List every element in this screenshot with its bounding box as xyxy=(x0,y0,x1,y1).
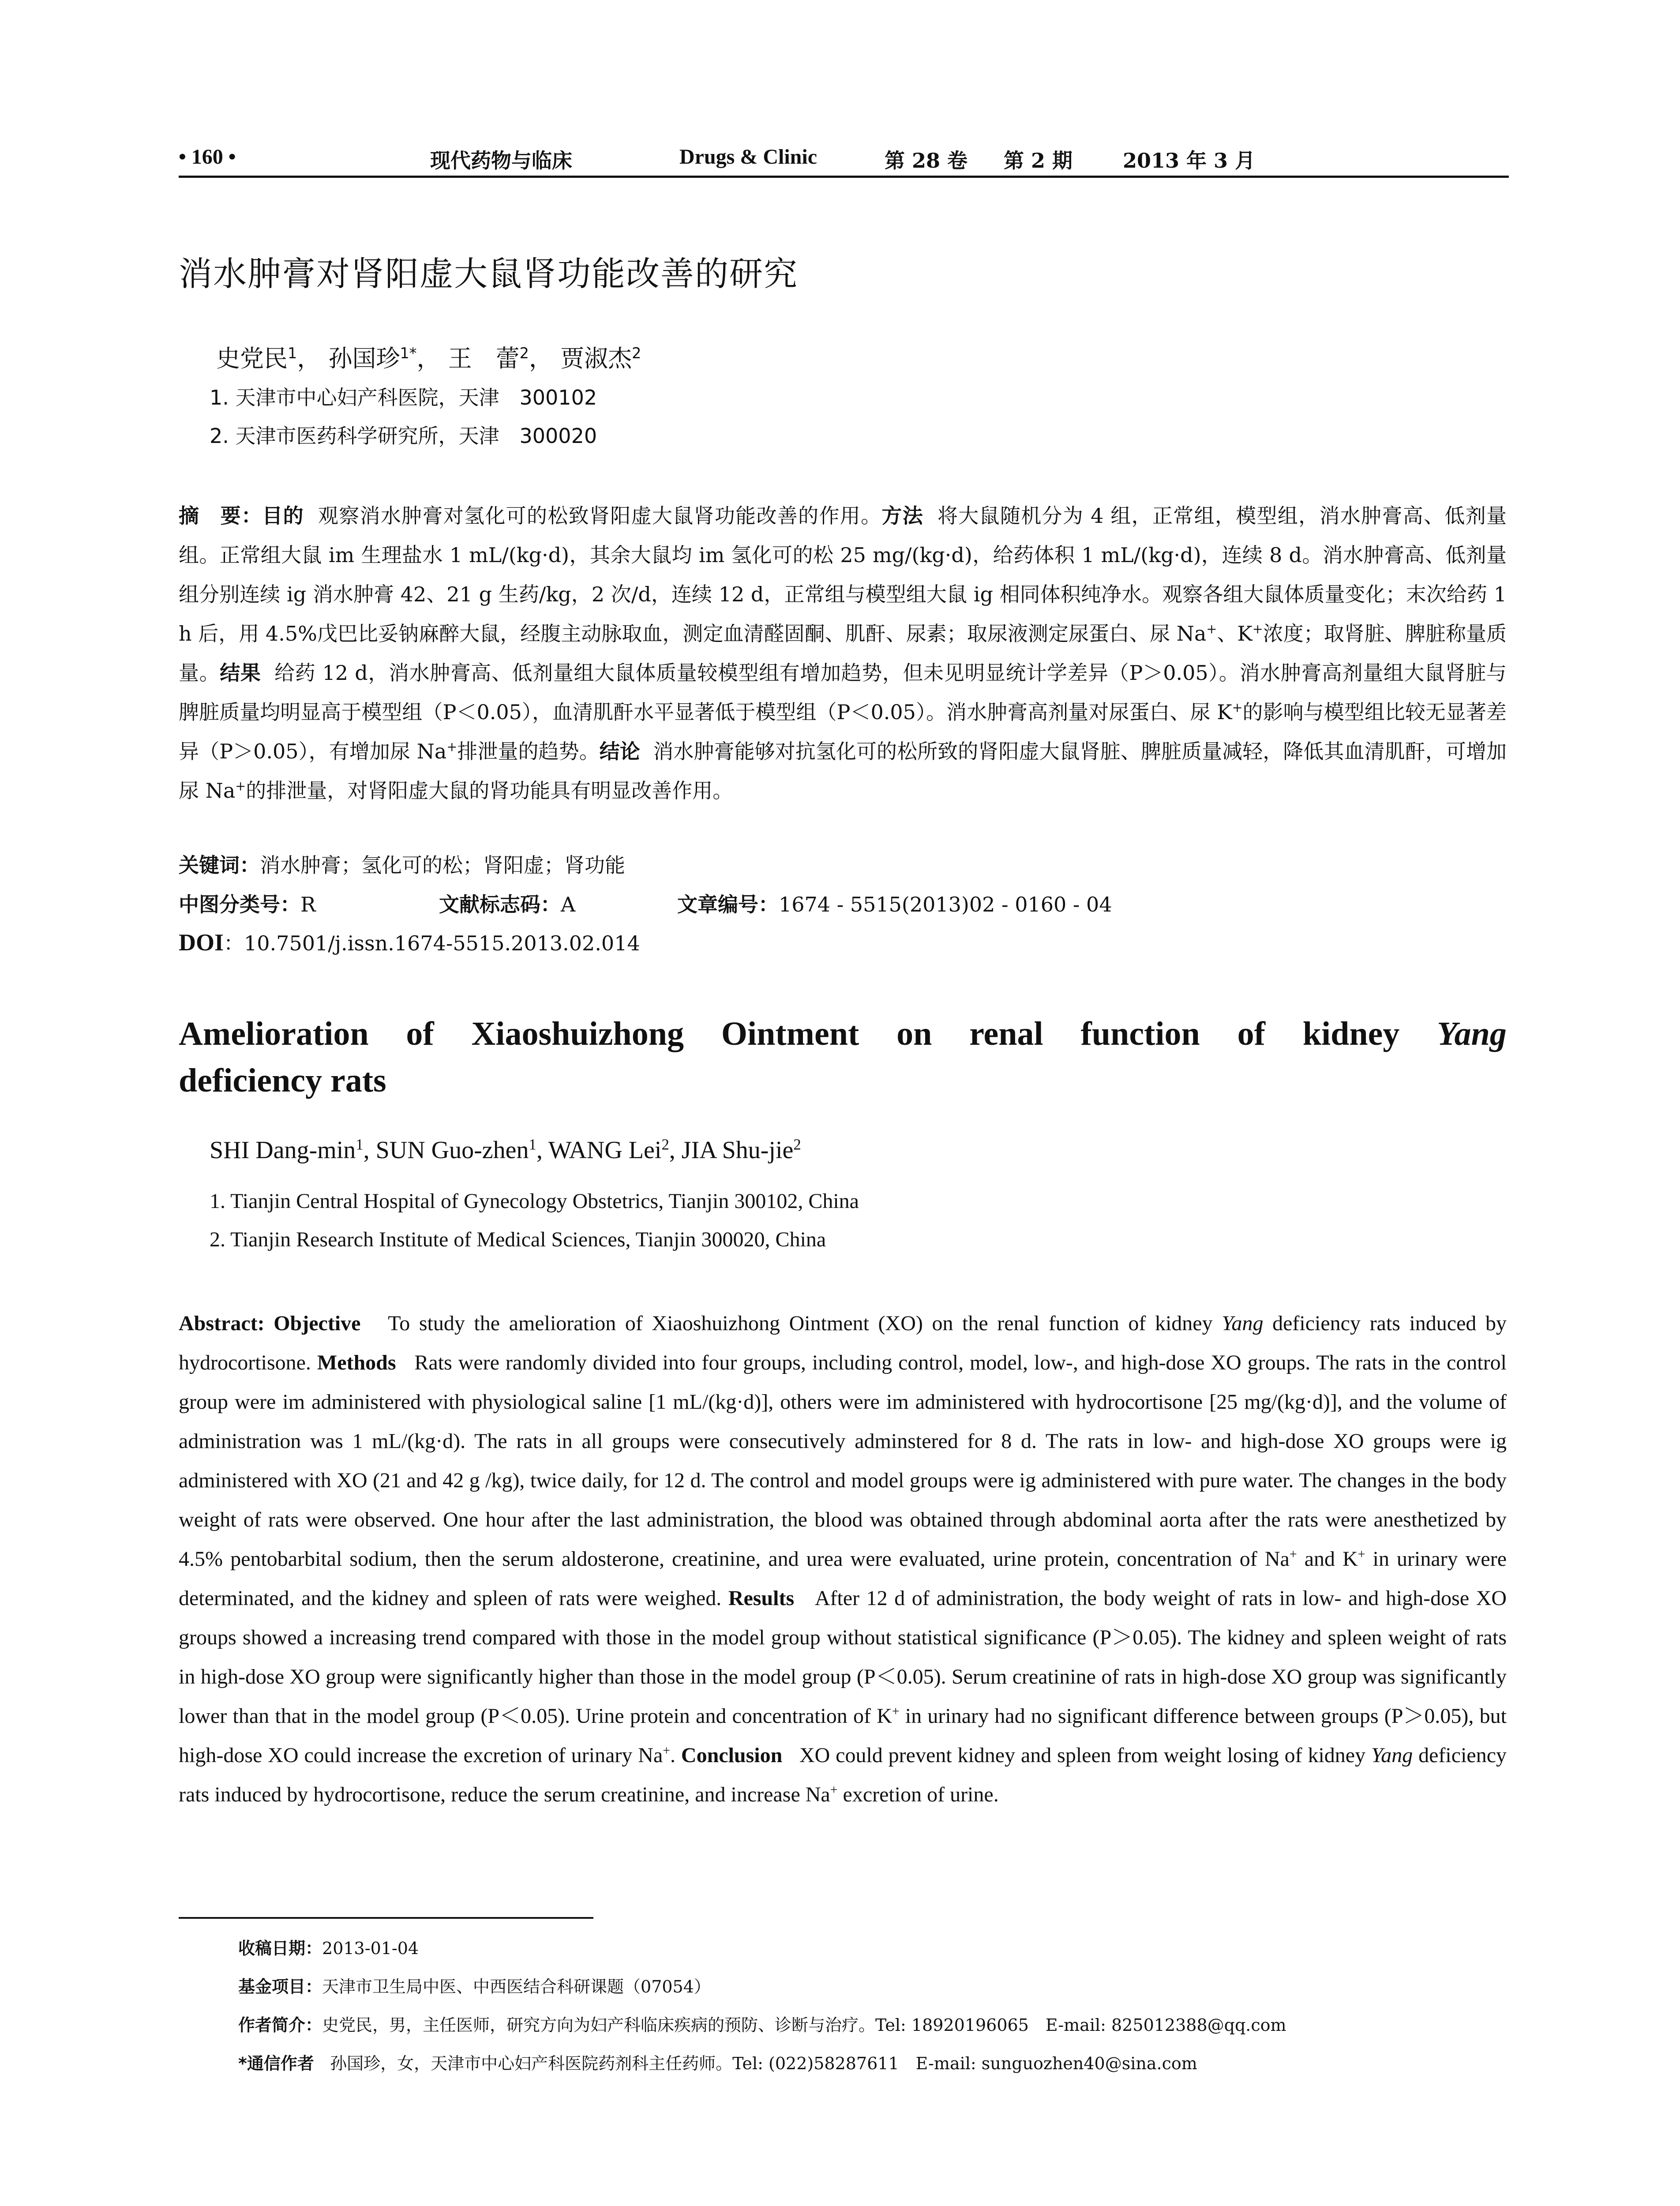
cn-author: 贾淑杰 xyxy=(560,345,632,372)
doccode-value: A xyxy=(561,893,576,916)
cn-abstract: 摘 要：目的 观察消水肿膏对氢化可的松致肾阳虚大鼠肾功能改善的作用。方法 将大鼠随机分为 4 组，正常组，模型组，消水肿膏高、低剂量组。正常组大鼠 im 生理盐水 1 mL/(kg·d)，其余大鼠均 im 氢化可的松 25 mg/(kg·d)，给药体积 1 mL/(kg·d)，连续 8 d。消水肿膏高、低剂量组分别连续 ig 消水肿膏 42、21 g 生药/kg，2 次/d，连续 12 d，正常组与模型组大鼠 ig 相同体积纯净水。观察各组大鼠体质量变化；末次给药 1 h 后，用 4.5%戊巴比妥钠麻醉大鼠，经腹主动脉取血，测定血清醛固酮、肌酐、尿素；取尿液测定尿蛋白、尿 Na+、K+浓度；取肾脏、脾脏称量质量。结果 给药 12 d，消水肿膏高、低剂量组大鼠体质量较模型组有增加趋势，但未见明显统计学差异（P＞0.05）。消水肿膏高剂量组大鼠肾脏与脾脏质量均明显高于模型组（P＜0.05），血清肌酐水平显著低于模型组（P＜0.05）。消水肿膏高剂量对尿蛋白、尿 K+的影响与模型组比较无显著差异（P＞0.05），有增加尿 Na+排泄量的趋势。结论 消水肿膏能够对抗氢化可的松所致的肾阳虚大鼠肾脏、脾脏质量减轻，降低其血清肌酐，可增加尿 Na+的排泄量，对肾阳虚大鼠的肾功能具有明显改善作用。 xyxy=(179,504,1507,803)
cn-keywords: 关键词：消水肿膏；氢化可的松；肾阳虚；肾功能 xyxy=(179,853,625,877)
issue: 第 2 期 xyxy=(1004,149,1073,173)
journal-name-en: Drugs & Clinic xyxy=(679,145,817,169)
cn-title: 消水肿膏对肾阳虚大鼠肾功能改善的研究 xyxy=(179,254,798,293)
clc-value: R xyxy=(300,893,316,916)
cn-authors: 史党民$^1$， 孙国珍$^{1*}$， 王 蕾$^2$， 贾淑杰$^2$ xyxy=(216,345,641,372)
cn-affiliation: 1. 天津市中心妇产科医院，天津 300102 xyxy=(210,386,597,409)
en-title xyxy=(179,1010,1507,1104)
en-title-word: Ointment xyxy=(721,1015,859,1052)
en-title-word: renal xyxy=(969,1015,1043,1052)
en-title-word: of xyxy=(1237,1015,1265,1052)
footnote-received: 收稿日期：2013-01-04 xyxy=(238,1939,419,1958)
en-title-word: Amelioration xyxy=(179,1015,369,1052)
footnote-fund: 基金项目：天津市卫生局中医、中西医结合科研课题（07054） xyxy=(238,1977,711,1996)
footnote-author: 作者简介：史党民，男，主任医师，研究方向为妇产科临床疾病的预防、诊断与治疗。Tel: 18920196065 E-mail: 825012388@qq.com xyxy=(238,2015,1286,2035)
en-authors: SHI Dang-$\min^1$, SUN Guo-zhen$^1$, WANG Lei$^2$, JIA Shu-jie$^2$ xyxy=(210,1136,801,1164)
running-header xyxy=(179,140,1509,176)
en-title-line1 xyxy=(179,1010,1507,1057)
en-affiliation: 1. Tianjin Central Hospital of Gynecology Obstetrics, Tianjin 300102, China xyxy=(210,1189,859,1213)
cn-author: 王 蕾 xyxy=(448,345,520,372)
en-title-word: function xyxy=(1080,1015,1200,1052)
footnote-corresponding: *通信作者 孙国珍，女，天津市中心妇产科医院药剂科主任药师。Tel: (022)58287611 E-mail: sunguozhen40@sina.com xyxy=(238,2054,1197,2073)
cn-doi: DOI：10.7501/j.issn.1674-5515.2013.02.014 xyxy=(179,929,640,956)
en-title-word: on xyxy=(896,1015,932,1052)
footnote-rule xyxy=(179,1917,593,1919)
cn-classification: 中图分类号：R 文献标志码：A 文章编号：1674 - 5515(2013)02 - 0160 - 04 xyxy=(179,893,1112,916)
en-affiliation: 2. Tianjin Research Institute of Medical Sciences, Tianjin 300020, China xyxy=(210,1228,826,1251)
page-number: • 160 • xyxy=(179,145,236,169)
en-abstract-label: Abstract: Objective xyxy=(179,1312,361,1335)
cn-author: 史党民 xyxy=(216,345,288,372)
volume: 第 28 卷 xyxy=(885,149,968,173)
en-title-word: of xyxy=(406,1015,434,1052)
keywords-value: 消水肿膏；氢化可的松；肾阳虚；肾功能 xyxy=(260,853,625,877)
journal-name-cn: 现代药物与临床 xyxy=(430,149,572,173)
en-title-line2: deficiency rats xyxy=(179,1062,386,1099)
header-rule xyxy=(179,176,1509,178)
en-abstract: Abstract: Objective To study the amelioration of Xiaoshuizhong Ointment (XO) on the renal function of kidney Yang deficiency rats induced by hydrocortisone. Methods Rats were randomly divided into four groups, including control, model, low-, and high-dose XO groups. The rats in the control group were im administered with physiological saline [1 mL/(kg·d)], others were im administered with hydrocortisone [25 mg/(kg·d)], and the volume of administration was 1 mL/(kg·d). The rats in all groups were consecutively adminstered for 8 d. The rats in low- and high-dose XO groups were ig administered with XO (21 and 42 g /kg), twice daily, for 12 d. The control and model groups were ig administered with pure water. The changes in the body weight of rats were observed. One hour after the last administration, the blood was obtained through abdominal aorta after the rats were anesthetized by 4.5% pentobarbital sodium, then the serum aldosterone, creatinine, and urea were evaluated, urine protein, concentration of Na+ and K+ in urinary were determinated, and the kidney and spleen of rats were weighed. Results After 12 d of administration, the body weight of rats in low- and high-dose XO groups showed a increasing trend compared with those in the model group without statistical significance (P＞0.05). The kidney and spleen weight of rats in high-dose XO group were significantly higher than those in the model group (P＜0.05). Serum creatinine of rats in high-dose XO group was significantly lower than that in the model group (P＜0.05). Urine protein and concentration of K+ in urinary had no significant difference between groups (P＞0.05), but high-dose XO could increase the excretion of urinary Na+. Conclusion XO could prevent kidney and spleen from weight losing of kidney Yang deficiency rats induced by hydrocortisone, reduce the serum creatinine, and increase Na+ excretion of urine. xyxy=(179,1312,1507,1806)
cn-affiliation: 2. 天津市医药科学研究所，天津 300020 xyxy=(210,424,597,448)
article-no-value: 1674 - 5515(2013)02 - 0160 - 04 xyxy=(779,893,1112,916)
cn-abstract-label: 摘 要： xyxy=(179,504,262,528)
doi-value: ：10.7501/j.issn.1674-5515.2013.02.014 xyxy=(224,931,640,955)
en-title-word: Yang xyxy=(1437,1015,1507,1052)
cn-author: 孙国珍 xyxy=(328,345,400,372)
en-title-word: kidney xyxy=(1302,1015,1400,1052)
en-title-word: Xiaoshuizhong xyxy=(471,1015,684,1052)
issue-date: 2013 年 3 月 xyxy=(1123,149,1256,173)
